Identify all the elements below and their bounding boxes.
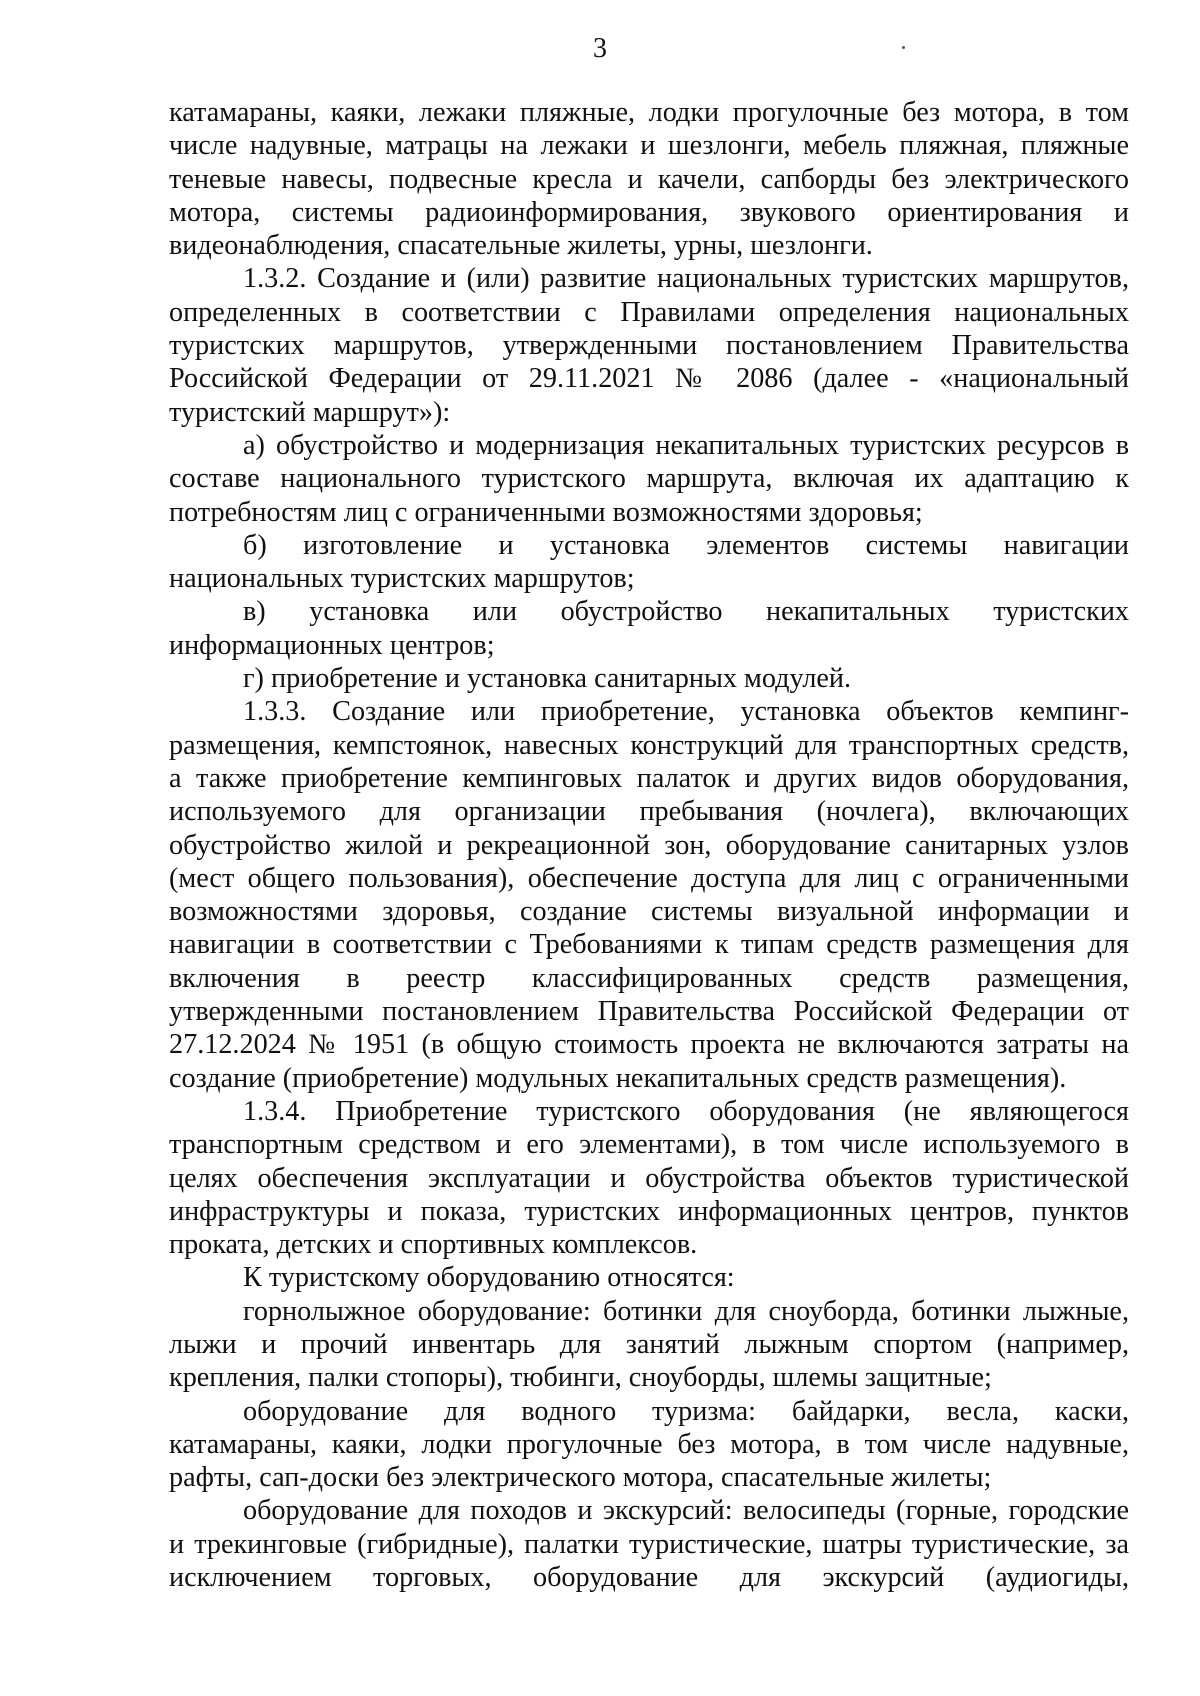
text-line: 1.3.4. Приобретение туристского оборудования (не являющегося [243, 1095, 1129, 1127]
text-line: включения в реестр классифицированных средств размещения, [169, 962, 1129, 994]
scan-speck [902, 46, 905, 49]
text-line: числе надувные, матрацы на лежаки и шезлонги, мебель пляжная, пляжные [169, 130, 1129, 162]
text-line: видеонаблюдения, спасательные жилеты, урны, шезлонги. [169, 230, 873, 262]
text-line: 1.3.2. Создание и (или) развитие национальных туристских маршрутов, [243, 263, 1129, 295]
text-line: используемого для организации пребывания (ночлега), включающих [169, 796, 1129, 828]
text-line: лыжи и прочий инвентарь для занятий лыжным спортом (например, [169, 1328, 1129, 1360]
text-line: г) приобретение и установка санитарных модулей. [243, 663, 852, 695]
text-line: крепления, палки стопоры), тюбинги, сноуборды, шлемы защитные; [169, 1362, 992, 1394]
text-line: и трекинговые (гибридные), палатки туристические, шатры туристические, за [169, 1528, 1129, 1560]
page-number: 3 [593, 33, 607, 64]
text-line: инфраструктуры и показа, туристских информационных центров, пунктов [169, 1195, 1129, 1227]
text-line: туристский маршрут»): [169, 396, 451, 428]
document-body [169, 96, 1129, 1594]
text-line: 27.12.2024 № 1951 (в общую стоимость проекта не включаются затраты на [169, 1029, 1129, 1061]
text-line: катамараны, каяки, лодки прогулочные без мотора, в том числе надувные, [169, 1428, 1129, 1460]
text-line: оборудование для походов и экскурсий: велосипеды (горные, городские [243, 1495, 1129, 1527]
text-line: исключением торговых, оборудование для экскурсий (аудиогиды, [169, 1562, 1129, 1594]
text-line: горнолыжное оборудование: ботинки для сноуборда, ботинки лыжные, [243, 1295, 1129, 1327]
text-line: определенных в соответствии с Правилами определения национальных [169, 296, 1129, 328]
text-line: утвержденными постановлением Правительства Российской Федерации от [169, 996, 1129, 1028]
text-line: рафты, сап-доски без электрического мотора, спасательные жилеты; [169, 1462, 992, 1494]
text-line: Российской Федерации от 29.11.2021 № 2086 (далее - «национальный [169, 363, 1129, 395]
text-line: целях обеспечения эксплуатации и обустройства объектов туристической [169, 1162, 1129, 1194]
text-line: возможностями здоровья, создание системы визуальной информации и [169, 896, 1129, 928]
text-line: б) изготовление и установка элементов системы навигации [243, 529, 1129, 561]
text-line: (мест общего пользования), обеспечение доступа для лиц с ограниченными [169, 862, 1129, 894]
text-line: туристских маршрутов, утвержденными постановлением Правительства [169, 330, 1129, 362]
text-line: а) обустройство и модернизация некапитальных туристских ресурсов в [243, 429, 1129, 461]
text-line: транспортным средством и его элементами), в том числе используемого в [169, 1129, 1129, 1161]
text-line: проката, детских и спортивных комплексов. [169, 1229, 698, 1261]
text-line: катамараны, каяки, лежаки пляжные, лодки прогулочные без мотора, в том [169, 97, 1129, 128]
text-line: К туристскому оборудованию относятся: [243, 1262, 735, 1294]
text-line: в) установка или обустройство некапитальных туристских [243, 596, 1129, 628]
text-line: оборудование для водного туризма: байдарки, весла, каски, [243, 1395, 1129, 1427]
text-line: мотора, системы радиоинформирования, звукового ориентирования и [169, 196, 1129, 228]
text-line: теневые навесы, подвесные кресла и качели, сапборды без электрического [169, 163, 1129, 195]
text-line: 1.3.3. Создание или приобретение, установка объектов кемпинг- [243, 696, 1129, 728]
text-line: потребностям лиц с ограниченными возможностями здоровья; [169, 496, 923, 528]
text-line: составе национального туристского маршрута, включая их адаптацию к [169, 463, 1129, 495]
text-line: навигации в соответствии с Требованиями к типам средств размещения для [169, 929, 1129, 961]
text-line: создание (приобретение) модульных некапитальных средств размещения). [169, 1062, 1067, 1094]
text-line: информационных центров; [169, 629, 495, 661]
text-line: обустройство жилой и рекреационной зон, оборудование санитарных узлов [169, 829, 1129, 861]
text-line: а также приобретение кемпинговых палаток и других видов оборудования, [169, 762, 1129, 794]
text-line: размещения, кемпстоянок, навесных конструкций для транспортных средств, [169, 729, 1129, 761]
text-line: национальных туристских маршрутов; [169, 563, 635, 595]
